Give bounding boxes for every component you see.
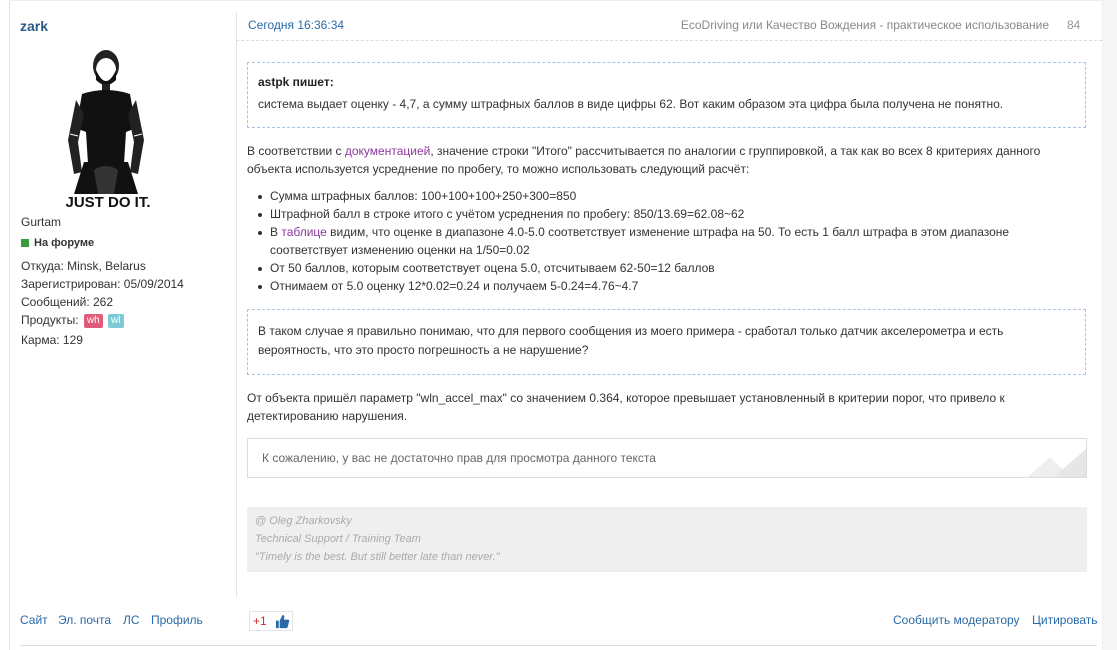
online-indicator-icon [21,239,29,247]
scrollbar-track[interactable] [1102,0,1117,650]
quote-author: astpk пишет: [258,75,334,89]
post-date-link[interactable]: Сегодня 16:36:34 [248,18,345,32]
table-link[interactable]: таблице [281,225,327,239]
user-rank: Gurtam [21,215,62,229]
avatar [48,44,168,210]
list-bullet [258,285,262,289]
post-paragraph [247,142,1087,178]
top-divider [9,0,1102,1]
list-bullet [258,231,262,235]
signature-line: "Timely is the best. But still better late than never." [255,551,500,563]
email-link[interactable]: Эл. почта [58,613,112,627]
list-bullet [258,267,262,271]
quote-block [247,62,1086,128]
list-item: Отнимаем от 5.0 оценку 12*0.02=0.24 и получаем 5-0.24=4.76~4.7 [270,279,639,293]
user-post-count: Сообщений: 262 [21,295,114,309]
plus-one-label: +1 [253,614,267,628]
signature-line: @ Oleg Zharkovsky [255,515,352,527]
list-bullet [258,195,262,199]
list-bullet [258,213,262,217]
post-number[interactable]: 84 [1067,18,1081,32]
signature-line: Technical Support / Training Team [255,533,421,545]
hidden-content-box [247,438,1087,478]
list-item-text: видим, что оценке в диапазоне 4.0-5.0 соответствует изменение штрафа на 50. То есть 1 балл штрафа в этом диапазоне соответствует изменению оценки на 1/50=0.02 [270,225,1010,257]
corner-decoration-icon [1028,449,1086,477]
column-divider [236,12,237,597]
paragraph-text: , значение строки "Итого" рассчитывается по аналогии с группировкой, а так как во всех 8 критериях данного объекта используется усреднение по пробегу, то можно использовать следующий расчёт: [247,144,1041,176]
plus-one-button[interactable] [249,611,293,631]
quote-link[interactable]: Цитировать [1032,613,1098,627]
documentation-link[interactable]: документацией [344,144,431,158]
user-location: Откуда: Minsk, Belarus [21,259,146,273]
hidden-content-message: К сожалению, у вас не достаточно прав для просмотра данного текста [262,451,656,465]
post-paragraph: От объекта пришёл параметр "wln_accel_max" со значением 0.364, которое превышает установленный в критерии порог, что привело к детектированию нарушения. [247,391,1005,423]
user-karma: Карма: 129 [21,333,83,347]
author-name[interactable]: zark [20,18,49,34]
bottom-divider [20,645,1097,646]
thumbs-up-icon [275,614,290,629]
user-products [21,313,124,328]
report-moderator-link[interactable]: Сообщить модератору [893,613,1020,627]
list-item [270,223,1070,259]
quote-text: В таком случае я правильно понимаю, что для первого сообщения из моего примера - сработал только датчик акселерометра и есть вероятность, что это просто погрешность а не нарушение? [258,324,1004,357]
user-registered: Зарегистрирован: 05/09/2014 [21,277,184,291]
list-item: Штрафной балл в строке итого с учётом усреднения по пробегу: 850/13.69=62.08~62 [270,207,745,221]
profile-link[interactable]: Профиль [151,613,203,627]
avatar-caption: JUST DO IT. [65,194,151,210]
site-link[interactable]: Сайт [20,613,48,627]
quote-block [247,309,1086,375]
list-item: От 50 баллов, которым соответствует оцена 5.0, отсчитываем 62-50=12 баллов [270,261,715,275]
header-divider [236,40,1102,41]
list-item-text: В [270,225,282,239]
product-badge-wh[interactable]: wh [84,314,103,328]
online-status [21,237,94,249]
paragraph-text: В соответствии с [247,144,345,158]
topic-title[interactable]: EcoDriving или Качество Вождения - практическое использование [680,18,1049,32]
list-item: Сумма штрафных баллов: 100+100+100+250+300=850 [270,189,577,203]
quote-text: система выдает оценку - 4,7, а сумму штрафных баллов в виде цифры 62. Вот каким образом эта цифра была получена не понятно. [258,97,1004,111]
products-label: Продукты: [21,313,79,327]
private-message-link[interactable]: ЛС [123,613,140,627]
signature-block [247,507,1087,572]
online-status-label: На форуме [34,237,95,249]
product-badge-wl[interactable]: wl [108,314,123,328]
